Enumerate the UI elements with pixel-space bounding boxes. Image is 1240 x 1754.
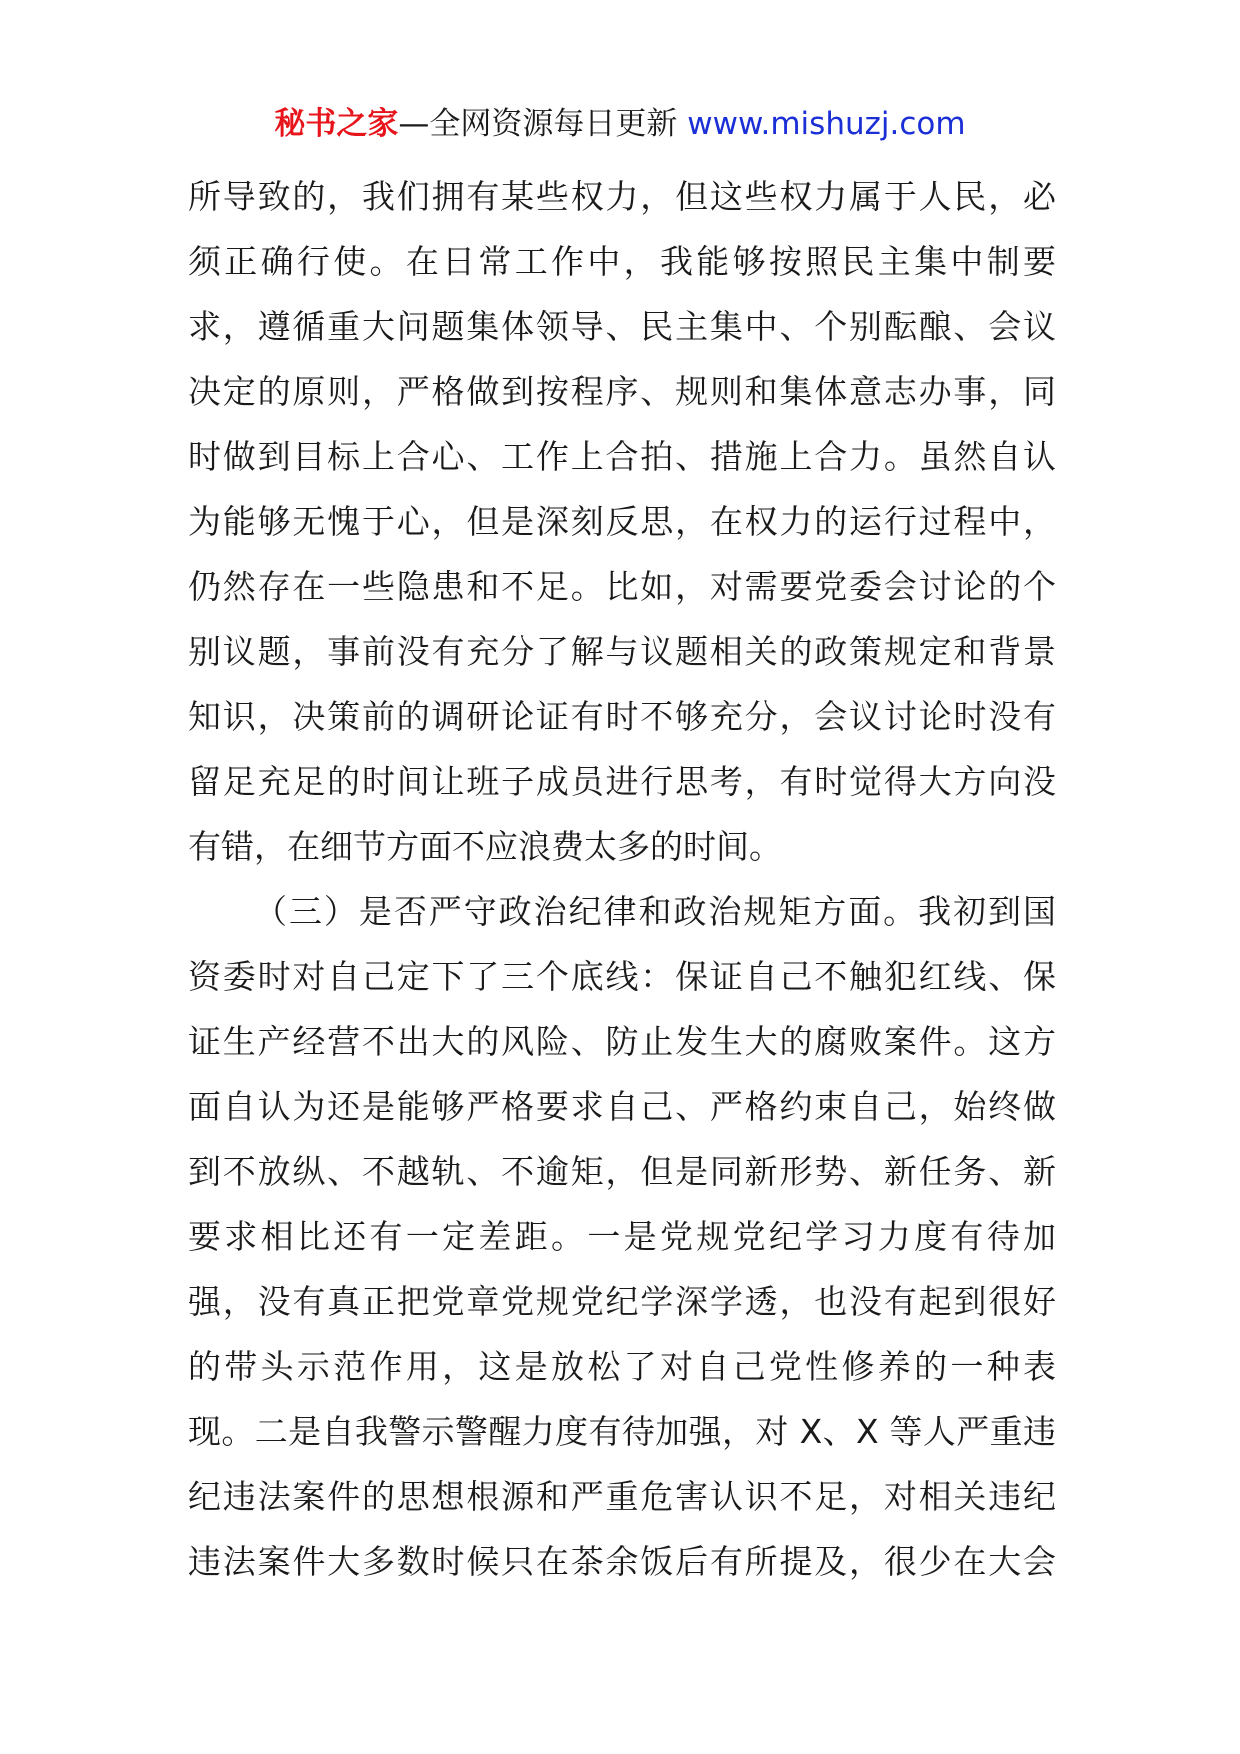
section-heading-line: （三）是否严守政治纪律和政治规矩方面。我初到国 — [254, 892, 1056, 931]
site-brand: 秘书之家 — [274, 106, 399, 142]
text-line: 纪违法案件的思想根源和严重危害认识不足，对相关违纪 — [188, 1477, 1056, 1516]
text-line: 为能够无愧于心，但是深刻反思，在权力的运行过程中， — [188, 502, 1056, 541]
text-line: 求，遵循重大问题集体领导、民主集中、个别酝酿、会议 — [188, 307, 1056, 346]
text-line: 面自认为还是能够严格要求自己、严格约束自己，始终做 — [188, 1087, 1056, 1126]
text-line: 仍然存在一些隐患和不足。比如，对需要党委会讨论的个 — [188, 567, 1056, 606]
paragraph-end-line: 有错，在细节方面不应浪费太多的时间。 — [188, 827, 782, 866]
document-body — [188, 164, 1056, 1594]
text-line: 时做到目标上合心、工作上合拍、措施上合力。虽然自认 — [188, 437, 1056, 476]
text-line: 的带头示范作用，这是放松了对自己党性修养的一种表 — [188, 1347, 1056, 1386]
text-line: 留足充足的时间让班子成员进行思考，有时觉得大方向没 — [188, 762, 1056, 801]
text-line: 证生产经营不出大的风险、防止发生大的腐败案件。这方 — [188, 1022, 1056, 1061]
text-line: 要求相比还有一定差距。一是党规党纪学习力度有待加 — [188, 1217, 1056, 1256]
text-line: 现。二是自我警示警醒力度有待加强，对 X、X 等人严重违 — [188, 1412, 1056, 1451]
text-line: 知识，决策前的调研论证有时不够充分，会议讨论时没有 — [188, 697, 1056, 736]
text-line: 资委时对自己定下了三个底线：保证自己不触犯红线、保 — [188, 957, 1056, 996]
site-tagline: —全网资源每日更新 — [398, 106, 678, 142]
text-line: 决定的原则，严格做到按程序、规则和集体意志办事，同 — [188, 372, 1056, 411]
text-line: 违法案件大多数时候只在茶余饭后有所提及，很少在大会 — [188, 1542, 1056, 1581]
page-header — [0, 102, 1240, 146]
site-url-link[interactable]: www.mishuzj.com — [687, 106, 966, 142]
text-line: 所导致的，我们拥有某些权力，但这些权力属于人民，必 — [188, 177, 1056, 216]
text-line: 强，没有真正把党章党规党纪学深学透，也没有起到很好 — [188, 1282, 1056, 1321]
text-line: 别议题，事前没有充分了解与议题相关的政策规定和背景 — [188, 632, 1056, 671]
text-line: 到不放纵、不越轨、不逾矩，但是同新形势、新任务、新 — [188, 1152, 1056, 1191]
text-line: 须正确行使。在日常工作中，我能够按照民主集中制要 — [188, 242, 1056, 281]
